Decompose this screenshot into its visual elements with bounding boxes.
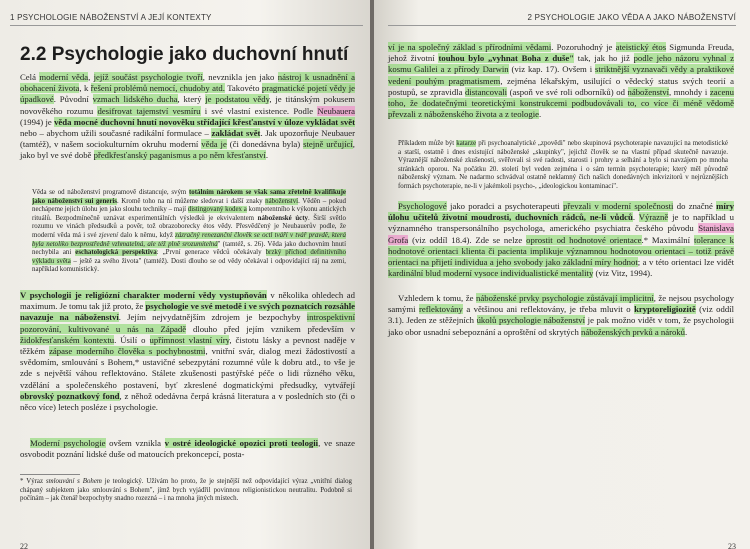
text-run: Věda se od náboženství programově distancuje, svým [32, 189, 189, 196]
text-run: smlouvání s Bohem [45, 478, 102, 485]
text-run: (viz Vitz, 1994). [593, 268, 653, 279]
text-run: , nevznikla jen jako [202, 72, 278, 82]
text-run: (viz oddíl 18.4). Zde se nelze [408, 234, 527, 245]
section-heading: 2.2 Psychologie jako duchovní hnutí [20, 44, 349, 65]
text-run: , mnohdy i [669, 86, 710, 97]
text-run: Vzhledem k tomu, že [398, 293, 477, 303]
text-run: * Výraz [20, 478, 46, 485]
highlighted-text: distancovali [465, 86, 508, 97]
text-run: (viz kap. 17). Ovšem i [508, 64, 596, 75]
highlighted-text: úkolů psychologie náboženství [476, 315, 586, 326]
highlighted-text: zacenu toho, že dodatečnými teoretickými konstrukcemi podbudovávali to, co více či méně vědomě převzali z náboženského života a z teologie [388, 86, 734, 120]
text-run: , [88, 72, 94, 82]
highlighted-text: Psychologové [398, 201, 447, 211]
highlighted-text: desifrovat tajemství vesmíru [97, 105, 201, 116]
right-paragraph-3 [388, 293, 734, 338]
highlighted-text: stejně určující [303, 139, 353, 150]
highlighted-text: jejíž součást psychologie tvoří [93, 72, 203, 82]
text-run: kompetentního k výkonu antických rituálů. Bezpodmínečně uznávat experimentálních výsledků je ekvivalentem [32, 206, 346, 222]
left-paragraph-2 [20, 290, 355, 413]
text-run: Příkladem může být [398, 140, 457, 147]
text-run: ovšem vznikla [105, 438, 165, 448]
left-header-rule [10, 25, 363, 26]
highlighted-text: psychologie ve své metodě i ve svých poznatcích rozsáhle navazuje na náboženství [20, 301, 356, 323]
left-page [0, 0, 371, 549]
highlighted-text: tolerance k hodnotové orientaci klienta či pacienta implikuje významnou hodnotovou orientaci – totiž právě orientaci na přijetí individua a jeho svobody jako základní míry hodnot [388, 234, 734, 268]
text-run: ; a v této orientaci lze vidět [637, 257, 734, 268]
highlighted-text: Moderní psychologie [30, 438, 106, 448]
right-header-rule [388, 25, 736, 26]
highlighted-text: náboženství [627, 86, 670, 97]
left-block-quote [32, 189, 346, 275]
text-run: . Věděn – pokud nechápeme jejich úlohu jen jako slouhu techniky – mají [32, 197, 346, 214]
highlighted-text: podle jeho názoru vyhnal z kosmu Galilei a z přírody Darwin [388, 53, 734, 75]
text-run: i své vlastní existence. Podle [200, 105, 318, 116]
text-run: Takovéto [224, 83, 262, 94]
text-run: dlouho před jejím vznikem především v [186, 323, 355, 334]
text-run: . Širší světlo rozumu ve vinách předsudků a pověr, tož obrazoborecky étos vědy. Přesvědčený je Neubauerův podle, že moderní věda má i své [32, 214, 346, 239]
text-run: , je titánským pokusem novověkého rozumu [20, 94, 355, 116]
text-run: při psychoanalytické „zpovědi" nebo skupinová psychoterapie navazující na metodistické a starší, ostatně i dnes existující náboženské „skupinky", jejichž člověk se na vlastní případ skutečně navazuje. Výraznější náboženské zkušenosti, svěřovali si své radosti, starosti i prohry a selhání a bylo si navzájem po mnoha stránkách oporou. Na počátku 20. století byl veden zejména i o sám termín psychoterapie; který měl původně náboženský význam. Ne nadarmo schvádval ostatně neklamný čich našich donedávných inkvizitorů v nejrůznějších formách psychoterapie, ne-li v jakémkoli psycho-, „ideologickou kontaminaci". [398, 140, 728, 190]
left-running-head: 1 PSYCHOLOGIE NÁBOŽENSTVÍ A JEJÍ KONTEXTY [10, 13, 212, 22]
highlighted-text: touhou bylo „vyhnat Boha z duše" [438, 53, 575, 64]
highlighted-text: reflektovány [418, 304, 463, 315]
highlighted-text: zázračný renezanční člověk se octl tváří v tvář pravdě, která byla netoliko bezprostředně vzhmatelná, ale též plně srozumitelná [32, 231, 346, 248]
text-run: , vnitřní svár, dialog mezi žádostivostí a svědomím, smlouvání s Bohem,* ustavičné sebezpytání rozumné vůle k dobru atd., to vše je zde s největší váhou reflektováno. Stálete zkušenosti pastýřské péče o lidi různého věku, vzdělání a společenského postavení, byť zkreslené dogmatickými předsudky, vytvářejí [20, 346, 355, 390]
left-paragraph-1 [20, 72, 355, 162]
text-run: . [632, 212, 639, 223]
text-run: : „První generace vědců očekávaly [156, 249, 266, 257]
text-run: . [265, 150, 268, 161]
text-run: , k [79, 83, 91, 94]
text-run: je to například u významného transpersonálního psychologa, amerického psychiatra českého původu [388, 212, 734, 234]
text-run: je teologický. Užívám ho proto, že je stejnější než odpovídající výraz „vnitřní dialog chápaný subjektem jako smlouvání s Bohem", jímž bych vyjádřil povinnou religionistickou neutralitu. Podobně si počínám – jak čtenář bezpochyby snadno rozezná – i na mnoha jiných místech. [20, 478, 352, 503]
highlighted-text: eschatologická perspektiva [75, 249, 157, 257]
text-run: Celá [20, 72, 40, 82]
text-run: jako poradci a psychoterapeuti [446, 201, 564, 211]
highlighted-text: Stanislava Grofa [388, 223, 734, 245]
text-run: (či donedávna byla) [226, 139, 304, 150]
highlighted-text: zápase moderního člověka s pochybnostmi [49, 346, 206, 357]
highlighted-text: ví je na společný základ s přírodními vědami [388, 42, 552, 52]
highlighted-text: V psychologii je religiózní charakter moderní vědy vystupňován [20, 290, 267, 300]
left-paragraph-3 [20, 438, 355, 460]
right-page [374, 0, 750, 549]
right-page-number: 23 [728, 542, 736, 549]
highlighted-text: oprostit od hodnotové orientace [526, 234, 642, 245]
highlighted-text: Neubauera [317, 105, 355, 116]
text-run: (viz oddíl 3.1). Jeden ze stěžejních [388, 304, 734, 326]
text-run: do značné [673, 201, 717, 211]
highlighted-text: striktnější vyznavači vědy a praktikové vedení pouhým pragmatismem [388, 64, 734, 86]
highlighted-text: vzmach lidského ducha [92, 94, 178, 105]
highlighted-text: je podstatou vědy [205, 94, 270, 105]
text-run: , ve snaze osvobodit poznání lidské duše od matoucích prekoncepcí, posta- [20, 438, 355, 460]
highlighted-text: pragmatické pojetí vědy je úpadkové [20, 83, 356, 105]
text-run: je pak možno vidět v tom, že psychologii jako obor usnadní sebepoznání a oproštění od skrytých [388, 315, 734, 337]
highlighted-text: moderní věda [39, 72, 89, 82]
text-run: a většinou ani reflektovány, je třeba mluvit o [462, 304, 635, 315]
text-run: , že nejsou psychology samými [388, 293, 734, 315]
text-run: . [539, 109, 542, 120]
highlighted-text: řešení problémů nemocí, chudoby atd. [90, 83, 225, 94]
highlighted-text: židokřesťanském kontextu [20, 334, 115, 345]
highlighted-text: upřímnost vlastní víry [149, 334, 230, 345]
right-block-quote [398, 140, 728, 192]
highlighted-text: kryptoreligiozitě [634, 304, 696, 315]
text-run: , z něhož odedávna čerpá krásná literatura a v posledních sto (či o něco více) letech posléze i psychologie. [20, 390, 356, 413]
text-run: . Jak upozorňuje Neubauer (tamtéž), v našem sociokulturním okruhu moderní [20, 128, 355, 150]
text-run: , který [177, 94, 206, 105]
highlighted-text: distingovaný kodex a [187, 206, 247, 214]
left-footnote [20, 478, 352, 504]
highlighted-text: věda mocné duchovní hnutí novověku střídající křesťanství v úloze vykládat svět [54, 116, 355, 127]
highlighted-text: v ostré ideologické opozici proti teologii [164, 438, 319, 448]
text-run: (1994) je [20, 116, 55, 127]
highlighted-text: předkřesťanský paganismus a po něm křesťanství [93, 150, 266, 161]
text-run: " (tamtéž, s. 26). Věda jako duchovním hnutí nechybila ani [32, 240, 346, 257]
highlighted-text: obrovský poznatkový fond [20, 390, 120, 401]
text-run: (aspoň ve své roli odborníků) od [507, 86, 628, 97]
highlighted-text: Výrazně [638, 212, 669, 223]
text-run: tak, jak ho již [574, 53, 634, 64]
text-run: – ještě za svého života" (tamtéž). Dosti dlouho se od vědy očekával i odpovídající ráj na zemi, například komunistický. [32, 257, 346, 274]
highlighted-text: brzký příchod definitivního výkladu světa [32, 249, 346, 265]
highlighted-text: převzali v moderní společnosti [563, 201, 674, 211]
highlighted-text: náboženství [265, 197, 299, 205]
highlighted-text: náboženských prvků a nároků [581, 326, 685, 337]
right-paragraph-1 [388, 42, 734, 120]
right-paragraph-2 [388, 201, 734, 279]
highlighted-text: kardinální blud moderní vysoce individualistické mentality [388, 268, 594, 279]
text-run: . Jejím nejvydatnějším zdrojem je bezpochyby [118, 312, 307, 323]
text-run: . Kromě toho na ní můžeme sledovat i další znaky [117, 197, 266, 205]
text-run: . Pozoruhodný je [551, 42, 616, 52]
highlighted-text: ateistický étos [615, 42, 667, 52]
highlighted-text: věda je [201, 139, 227, 150]
text-run: zjevení [98, 231, 119, 239]
text-run: . [685, 326, 688, 337]
left-page-number: 22 [20, 542, 28, 549]
text-run: dalo k němu, když [118, 231, 176, 239]
right-running-head: 2 PSYCHOLOGIE JAKO VĚDA A JAKO NÁBOŽENSTVÍ [527, 13, 736, 22]
text-run: , jako byl ve své době [20, 139, 355, 161]
text-run: nebo – abychom užili současné radikální formulace – [20, 128, 212, 139]
text-run: . Úsilí o [114, 334, 150, 345]
text-run: .* Maximální [641, 234, 694, 245]
highlighted-text: zakládat svět [211, 128, 261, 139]
highlighted-text: nástroj k usnadnění a obohacení života [20, 72, 356, 94]
highlighted-text: katarze [456, 140, 477, 147]
text-run: v několika ohledech ad maximum. Je tomu tak již proto, že [20, 290, 355, 312]
text-run: . Původní [53, 94, 93, 105]
highlighted-text: totálním nárokem se však sama zřetelně kvalifikuje jako náboženství sui generis [32, 189, 346, 205]
text-run: , čistotu lásky a pevnost naděje v těžkém [20, 334, 355, 357]
footnote-rule [20, 474, 80, 475]
highlighted-text: náboženské prvky psychologie zůstávají implicitní [476, 293, 654, 303]
text-run: náboženské úcty [257, 214, 308, 222]
text-run: , zejména lékařským, usilující o vědecký status svých teorií a postupů, se zpravidla [388, 75, 734, 97]
highlighted-text: introspektivní pozorování, kultivované u nás na Západě [20, 312, 356, 334]
highlighted-text: míry úlohu učitelů životní moudrosti, duchovních rádců, ne-li vůdců [388, 201, 734, 223]
text-run: Sigmunda Freuda, jehož životní [388, 42, 734, 64]
